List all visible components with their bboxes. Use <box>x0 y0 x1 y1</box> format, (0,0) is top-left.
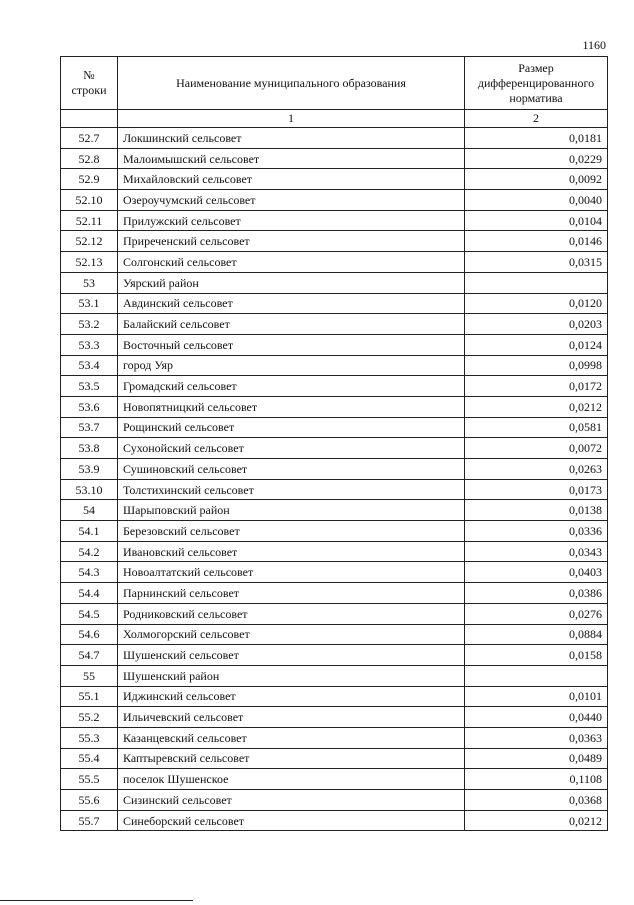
table-row <box>61 293 608 314</box>
norm-value-cell: 0,0040 <box>465 190 608 211</box>
norm-value-cell: 0,0203 <box>465 314 608 335</box>
table-row <box>61 748 608 769</box>
municipality-name-cell: Приреченский сельсовет <box>118 231 465 252</box>
table-row <box>61 438 608 459</box>
row-number-cell: 54.1 <box>61 521 118 542</box>
norm-value-cell: 0,0146 <box>465 231 608 252</box>
norm-value-cell: 0,0092 <box>465 169 608 190</box>
municipality-name-cell: Каптыревский сельсовет <box>118 748 465 769</box>
row-number-cell: 55.6 <box>61 790 118 811</box>
row-number-cell: 53.5 <box>61 376 118 397</box>
norm-value-cell: 0,0181 <box>465 128 608 149</box>
norm-value-cell: 0,0315 <box>465 252 608 273</box>
table-row <box>61 417 608 438</box>
row-number-cell: 52.9 <box>61 169 118 190</box>
row-number-cell: 52.10 <box>61 190 118 211</box>
municipality-name-cell: Малоимышский сельсовет <box>118 148 465 169</box>
norm-value-cell <box>465 272 608 293</box>
row-number-cell: 52.12 <box>61 231 118 252</box>
table-row <box>61 479 608 500</box>
row-number-cell: 53.4 <box>61 355 118 376</box>
municipality-name-cell: Уярский район <box>118 272 465 293</box>
municipality-name-cell: Шарыповский район <box>118 500 465 521</box>
table-row <box>61 645 608 666</box>
row-number-cell: 53.3 <box>61 334 118 355</box>
municipality-name-cell: Парнинский сельсовет <box>118 583 465 604</box>
norm-value-cell: 0,0072 <box>465 438 608 459</box>
header-norm-size: Размер дифференцированного норматива <box>465 57 608 110</box>
municipality-name-cell: поселок Шушенское <box>118 769 465 790</box>
row-number-cell: 54.4 <box>61 583 118 604</box>
municipality-name-cell: Казанцевский сельсовет <box>118 727 465 748</box>
norm-value-cell: 0,0489 <box>465 748 608 769</box>
row-number-cell: 52.8 <box>61 148 118 169</box>
table-row <box>61 665 608 686</box>
municipality-name-cell: Шушенский район <box>118 665 465 686</box>
row-number-cell: 52.7 <box>61 128 118 149</box>
municipality-name-cell: Новопятницкий сельсовет <box>118 396 465 417</box>
municipality-name-cell: Новоалтатский сельсовет <box>118 562 465 583</box>
row-number-cell: 55.7 <box>61 810 118 831</box>
table-row <box>61 541 608 562</box>
norm-value-cell: 0,0386 <box>465 583 608 604</box>
norm-value-cell: 0,0343 <box>465 541 608 562</box>
row-number-cell: 54.3 <box>61 562 118 583</box>
municipality-name-cell: Шушенский сельсовет <box>118 645 465 666</box>
row-number-cell: 53.9 <box>61 459 118 480</box>
municipality-name-cell: Солгонский сельсовет <box>118 252 465 273</box>
row-number-cell: 52.11 <box>61 210 118 231</box>
footnote-divider <box>0 900 193 901</box>
table-row <box>61 707 608 728</box>
municipality-name-cell: Толстихинский сельсовет <box>118 479 465 500</box>
norm-value-cell: 0,0124 <box>465 334 608 355</box>
table-row <box>61 190 608 211</box>
column-index-empty <box>61 110 118 128</box>
norm-value-cell: 0,0581 <box>465 417 608 438</box>
municipality-name-cell: Михайловский сельсовет <box>118 169 465 190</box>
row-number-cell: 55 <box>61 665 118 686</box>
row-number-cell: 55.2 <box>61 707 118 728</box>
norm-value-cell: 0,0158 <box>465 645 608 666</box>
row-number-cell: 54.2 <box>61 541 118 562</box>
table-row <box>61 272 608 293</box>
municipality-name-cell: Рощинский сельсовет <box>118 417 465 438</box>
row-number-cell: 52.13 <box>61 252 118 273</box>
row-number-cell: 53.8 <box>61 438 118 459</box>
table-row <box>61 169 608 190</box>
row-number-cell: 53.1 <box>61 293 118 314</box>
table-row <box>61 562 608 583</box>
table-row <box>61 210 608 231</box>
table-row <box>61 459 608 480</box>
norm-value-cell: 0,0998 <box>465 355 608 376</box>
municipality-name-cell: Холмогорский сельсовет <box>118 624 465 645</box>
municipality-name-cell: Локшинский сельсовет <box>118 128 465 149</box>
norm-value-cell: 0,0440 <box>465 707 608 728</box>
table-row <box>61 148 608 169</box>
header-row-number: № строки <box>61 57 118 110</box>
row-number-cell: 54 <box>61 500 118 521</box>
row-number-cell: 53.6 <box>61 396 118 417</box>
table-row <box>61 810 608 831</box>
norm-value-cell: 0,0173 <box>465 479 608 500</box>
table-row <box>61 314 608 335</box>
table-row <box>61 603 608 624</box>
column-index-row <box>61 110 608 128</box>
municipality-name-cell: Восточный сельсовет <box>118 334 465 355</box>
municipality-name-cell: Балайский сельсовет <box>118 314 465 335</box>
norm-value-cell: 0,0212 <box>465 396 608 417</box>
norm-value-cell: 0,0884 <box>465 624 608 645</box>
table-row <box>61 396 608 417</box>
norm-value-cell: 0,0212 <box>465 810 608 831</box>
norm-value-cell: 0,0101 <box>465 686 608 707</box>
row-number-cell: 53 <box>61 272 118 293</box>
table-header-row <box>61 57 608 110</box>
table-row <box>61 727 608 748</box>
row-number-cell: 54.5 <box>61 603 118 624</box>
row-number-cell: 54.7 <box>61 645 118 666</box>
municipality-name-cell: Ивановский сельсовет <box>118 541 465 562</box>
row-number-cell: 55.1 <box>61 686 118 707</box>
row-number-cell: 53.10 <box>61 479 118 500</box>
table-row <box>61 521 608 542</box>
row-number-cell: 53.2 <box>61 314 118 335</box>
row-number-cell: 55.5 <box>61 769 118 790</box>
norm-value-cell: 0,0120 <box>465 293 608 314</box>
table-body <box>61 128 608 831</box>
norms-table <box>60 56 608 831</box>
norm-value-cell: 0,0336 <box>465 521 608 542</box>
table-row <box>61 624 608 645</box>
table-row <box>61 252 608 273</box>
municipality-name-cell: Громадский сельсовет <box>118 376 465 397</box>
table-row <box>61 500 608 521</box>
table-row <box>61 376 608 397</box>
norm-value-cell <box>465 665 608 686</box>
norm-value-cell: 0,0138 <box>465 500 608 521</box>
column-index-2: 2 <box>465 110 608 128</box>
row-number-cell: 55.3 <box>61 727 118 748</box>
municipality-name-cell: Родниковский сельсовет <box>118 603 465 624</box>
municipality-name-cell: Ильичевский сельсовет <box>118 707 465 728</box>
municipality-name-cell: Прилужский сельсовет <box>118 210 465 231</box>
table-row <box>61 128 608 149</box>
page-number: 1160 <box>582 38 606 52</box>
row-number-cell: 54.6 <box>61 624 118 645</box>
norm-value-cell: 0,0172 <box>465 376 608 397</box>
norm-value-cell: 0,0363 <box>465 727 608 748</box>
header-municipality-name: Наименование муниципального образования <box>118 57 465 110</box>
row-number-cell: 53.7 <box>61 417 118 438</box>
municipality-name-cell: Иджинский сельсовет <box>118 686 465 707</box>
table-row <box>61 686 608 707</box>
norm-value-cell: 0,0403 <box>465 562 608 583</box>
row-number-cell: 55.4 <box>61 748 118 769</box>
municipality-name-cell: Сизинский сельсовет <box>118 790 465 811</box>
norm-value-cell: 0,1108 <box>465 769 608 790</box>
norm-value-cell: 0,0104 <box>465 210 608 231</box>
municipality-name-cell: Сухонойский сельсовет <box>118 438 465 459</box>
table-row <box>61 790 608 811</box>
municipality-name-cell: Сушиновский сельсовет <box>118 459 465 480</box>
municipality-name-cell: Авдинский сельсовет <box>118 293 465 314</box>
municipality-name-cell: город Уяр <box>118 355 465 376</box>
table-row <box>61 769 608 790</box>
municipality-name-cell: Синеборский сельсовет <box>118 810 465 831</box>
norm-value-cell: 0,0368 <box>465 790 608 811</box>
table-row <box>61 334 608 355</box>
table-row <box>61 231 608 252</box>
column-index-1: 1 <box>118 110 465 128</box>
municipality-name-cell: Березовский сельсовет <box>118 521 465 542</box>
norm-value-cell: 0,0263 <box>465 459 608 480</box>
table-row <box>61 355 608 376</box>
norm-value-cell: 0,0229 <box>465 148 608 169</box>
table-row <box>61 583 608 604</box>
municipality-name-cell: Озероучумский сельсовет <box>118 190 465 211</box>
norm-value-cell: 0,0276 <box>465 603 608 624</box>
